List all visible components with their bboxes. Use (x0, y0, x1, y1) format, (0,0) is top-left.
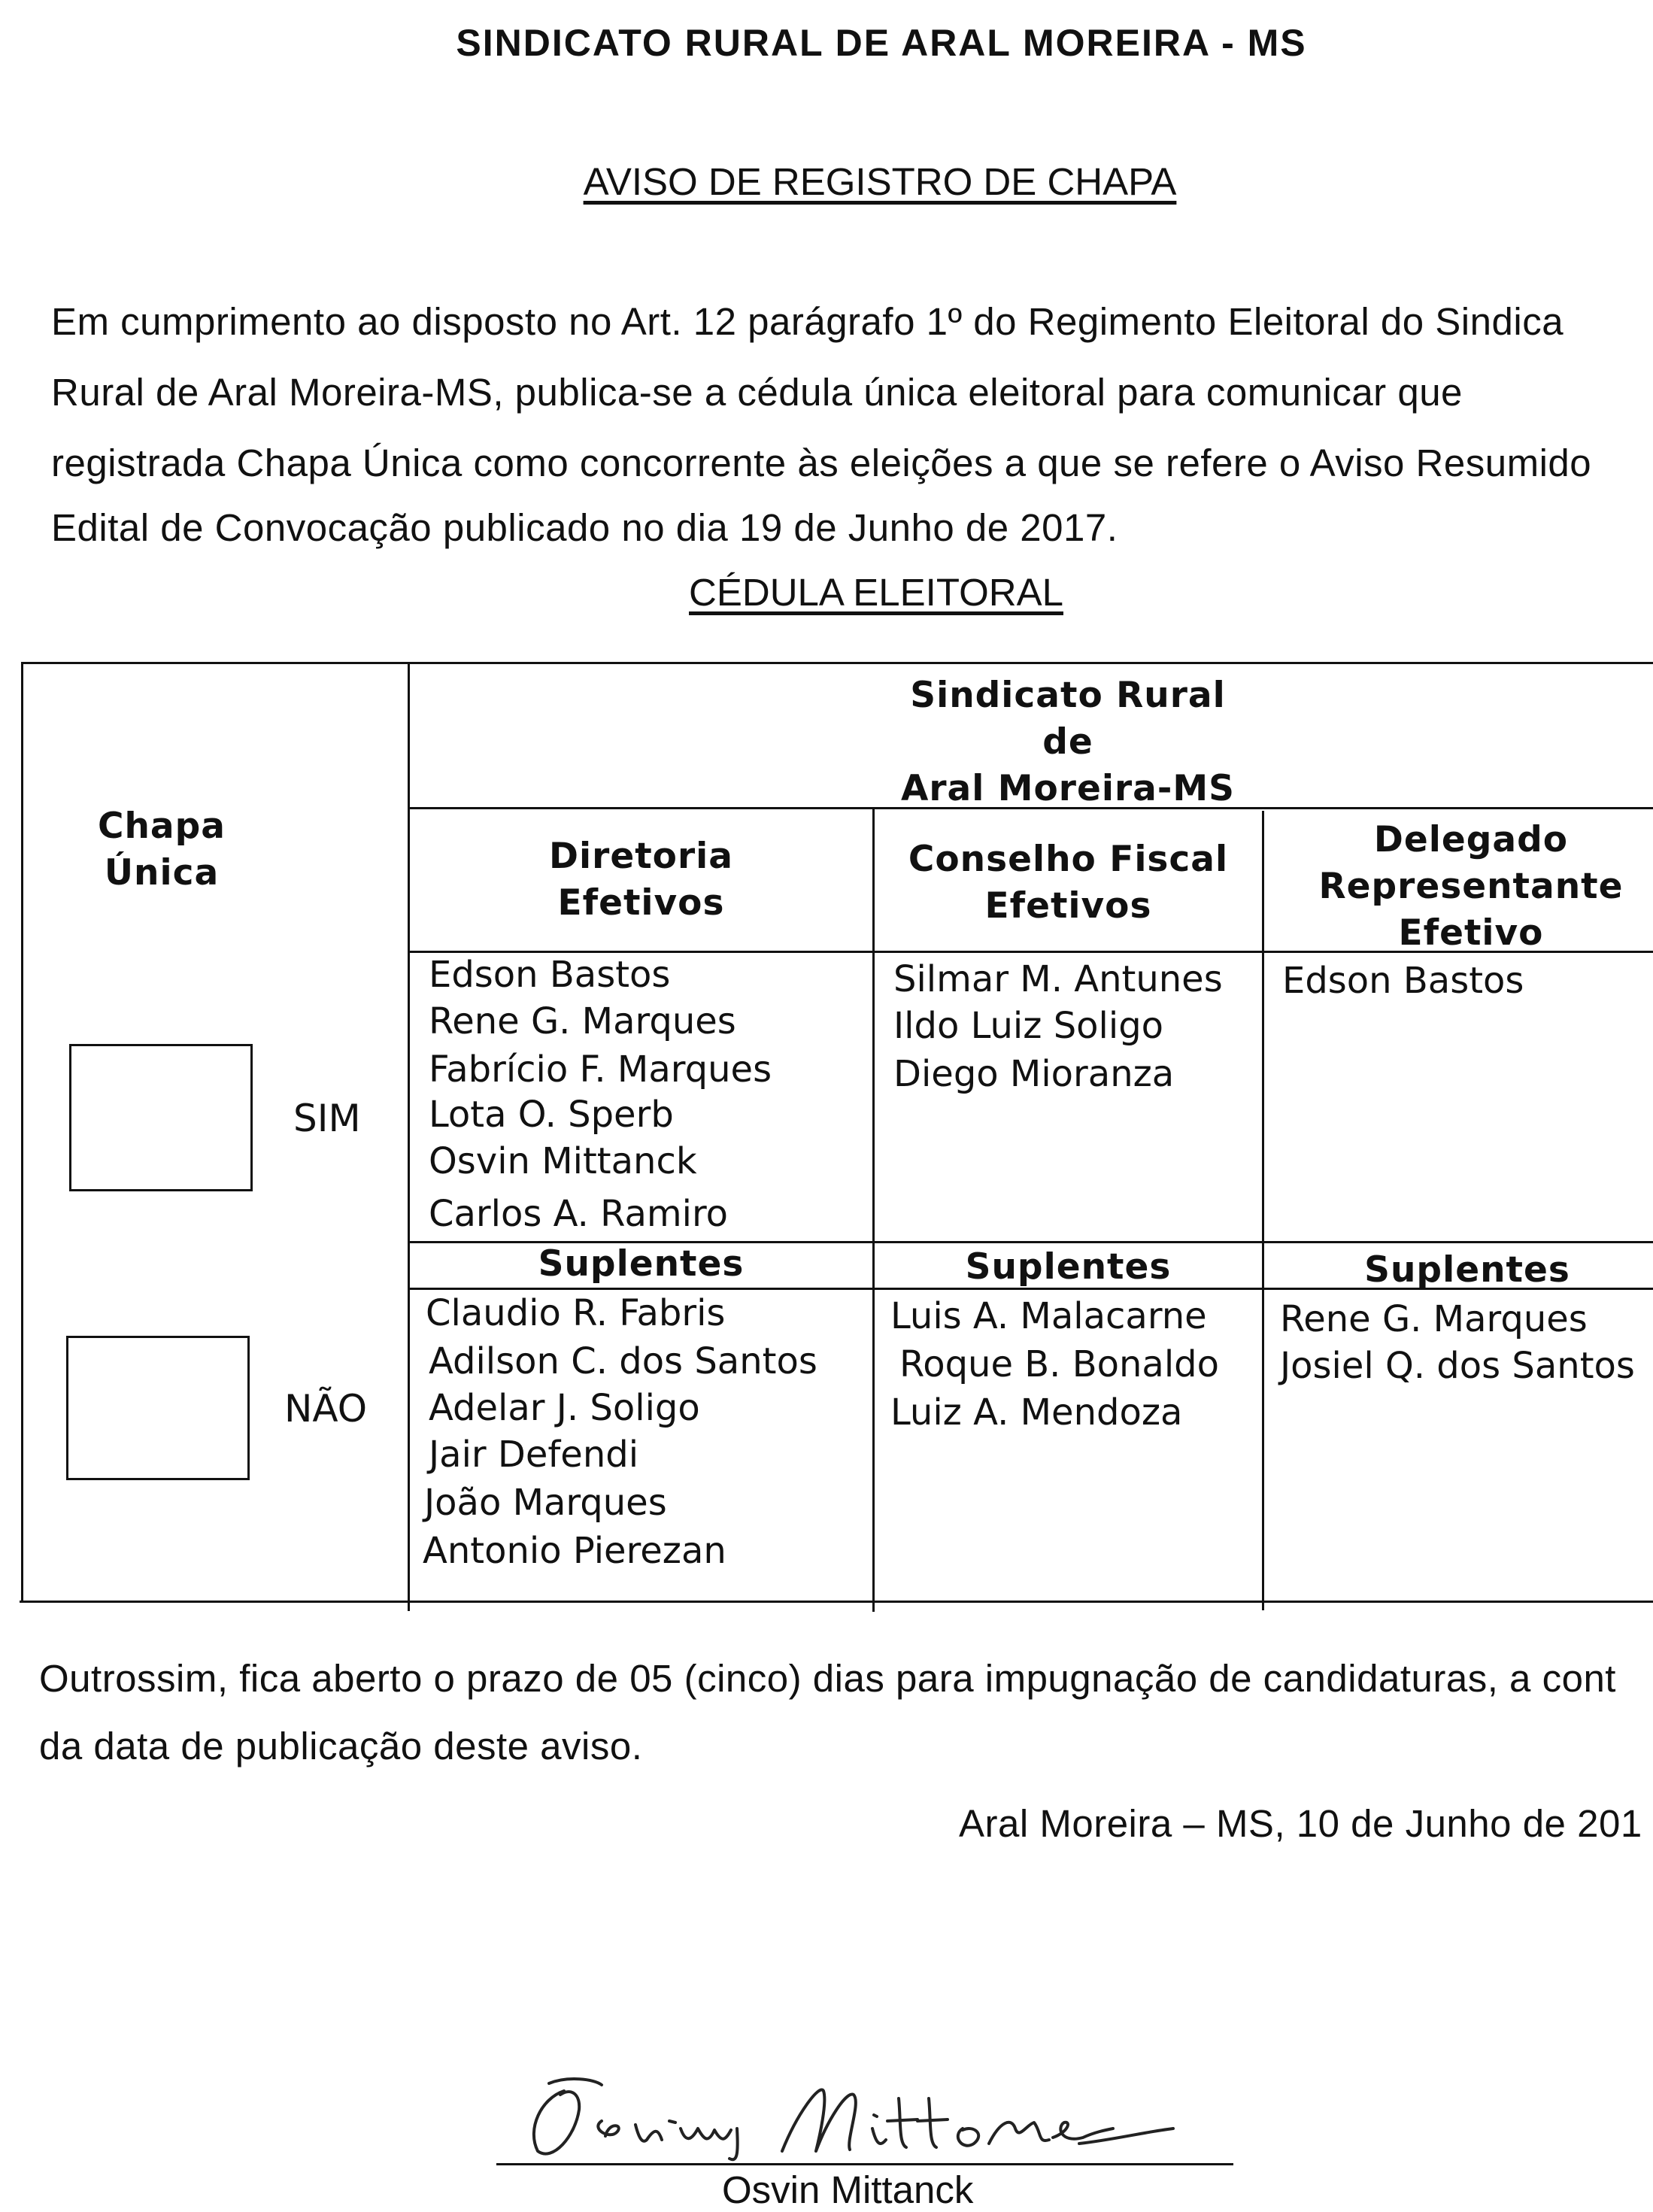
list-item: Luiz A. Mendoza (890, 1391, 1183, 1434)
divider-slate-column (408, 662, 410, 1611)
signature-stroke (989, 2122, 1049, 2144)
intro-line-3: registrada Chapa Única como concorrente às eleições a que se refere o Aviso Resumido (51, 441, 1592, 484)
list-item: Silmar M. Antunes (893, 958, 1223, 1000)
signature-stroke (549, 2079, 602, 2085)
diretoria-header-line-1: Diretoria (549, 836, 733, 877)
intro-line-2: Rural de Aral Moreira-MS, publica-se a cédula única eleitoral para comunicar que (51, 371, 1463, 414)
list-item: Josiel Q. dos Santos (1280, 1345, 1635, 1387)
delegado-header-line-1: Delegado (1373, 819, 1569, 860)
signature-stroke (669, 2121, 675, 2122)
intro-line-1: Em cumprimento ao disposto no Art. 12 parágrafo 1º do Regimento Eleitoral do Sindica (51, 300, 1564, 343)
list-item: Ildo Luiz Soligo (893, 1005, 1164, 1047)
signatory-name: Osvin Mittanck (722, 2168, 974, 2211)
list-item: Roque B. Bonaldo (899, 1343, 1219, 1385)
list-item: Jair Defendi (429, 1434, 639, 1476)
yes-label: SIM (293, 1097, 361, 1140)
list-item: Adelar J. Soligo (429, 1387, 700, 1429)
signature-stroke (1079, 2129, 1173, 2144)
closing-line-1: Outrossim, fica aberto o prazo de 05 (cinco) dias para impugnação de candidaturas, a cont (39, 1657, 1616, 1700)
intro-line-4: Edital de Convocação publicado no dia 19 de Junho de 2017. (51, 506, 1118, 549)
list-item: Lota O. Sperb (429, 1094, 674, 1136)
signature-line (496, 2163, 1233, 2165)
no-checkbox[interactable] (66, 1336, 250, 1480)
notice-title: AVISO DE REGISTRO DE CHAPA (583, 160, 1177, 203)
slate-label (45, 803, 278, 897)
conselho-suplentes-header: Suplentes (965, 1246, 1172, 1288)
organization-title: SINDICATO RURAL DE ARAL MOREIRA - MS (456, 22, 1307, 64)
list-item: Osvin Mittanck (429, 1140, 697, 1182)
signature-stroke (782, 2089, 856, 2151)
no-label: NÃO (284, 1387, 368, 1431)
diretoria-header (410, 833, 872, 927)
closing-line-2: da data de publicação deste aviso. (39, 1725, 643, 1767)
list-item: Luis A. Malacarne (890, 1295, 1207, 1337)
signature-stroke (872, 2129, 886, 2144)
signature-stroke (534, 2091, 579, 2154)
table-top-border (21, 662, 1653, 664)
list-item: Edson Bastos (429, 954, 671, 996)
signature-stroke (681, 2129, 731, 2139)
signature-stroke (874, 2115, 877, 2116)
org-header-line-3: Aral Moreira-MS (901, 768, 1235, 809)
list-item: Rene G. Marques (1280, 1298, 1588, 1340)
org-header-line-2: de (1042, 721, 1093, 763)
diretoria-header-line-2: Efetivos (557, 882, 725, 924)
list-item: Claudio R. Fabris (426, 1292, 726, 1334)
list-item: Diego Mioranza (893, 1053, 1175, 1095)
table-bottom-border (20, 1601, 1653, 1603)
signature-stroke (917, 2119, 948, 2121)
signature-stroke (635, 2125, 662, 2141)
signature-stroke (598, 2121, 618, 2136)
delegado-header (1264, 817, 1653, 957)
signature-stroke (1053, 2122, 1113, 2139)
delegado-header-line-2: Representante (1318, 866, 1624, 907)
list-item: João Marques (424, 1482, 667, 1524)
signature-stroke (899, 2098, 906, 2147)
list-item: Edson Bastos (1282, 960, 1524, 1002)
list-item: Carlos A. Ramiro (429, 1193, 728, 1235)
handwritten-signature (511, 2068, 1233, 2166)
ballot-title: CÉDULA ELEITORAL (689, 571, 1063, 614)
conselho-header-line-2: Efetivos (984, 885, 1152, 927)
list-item: Antonio Pierezan (423, 1530, 726, 1572)
list-item: Fabrício F. Marques (429, 1048, 772, 1091)
org-header-line-1: Sindicato Rural (910, 675, 1226, 716)
list-item: Rene G. Marques (429, 1000, 736, 1042)
diretoria-suplentes-header: Suplentes (538, 1243, 745, 1285)
slate-label-line-1: Chapa (97, 806, 226, 847)
delegado-header-line-3: Efetivo (1398, 912, 1544, 954)
signature-stroke (958, 2129, 978, 2146)
org-header (827, 672, 1309, 812)
delegado-suplentes-header: Suplentes (1364, 1249, 1570, 1291)
conselho-header (875, 836, 1262, 930)
list-item: Adilson C. dos Santos (429, 1340, 817, 1382)
table-left-border (21, 662, 23, 1603)
place-date: Aral Moreira – MS, 10 de Junho de 201 (959, 1802, 1642, 1845)
yes-checkbox[interactable] (69, 1044, 253, 1191)
signature-stroke (887, 2119, 917, 2121)
conselho-header-line-1: Conselho Fiscal (908, 839, 1229, 880)
slate-label-line-2: Única (104, 852, 220, 894)
signature-stroke (929, 2098, 936, 2147)
